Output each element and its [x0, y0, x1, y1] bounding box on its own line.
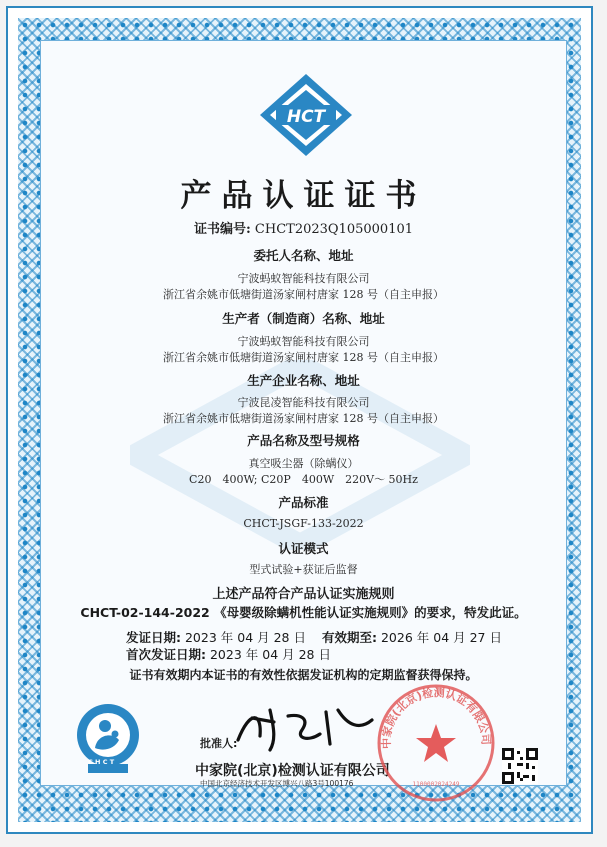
cert-number-value: CHCT2023Q105000101 [254, 222, 414, 237]
statement-line2: CHCT-02-144-2022 《母婴级除螨机性能认证实施规则》的要求，特发此证。 [80, 605, 527, 620]
manufacturer-name: 宁波蚂蚁智能科技有限公司 [237, 335, 370, 348]
first-issue-date [126, 645, 331, 663]
badge-text: C H C T [88, 758, 115, 766]
product-name: 真空吸尘器（除螨仪） [248, 457, 359, 470]
qr-code-icon [502, 748, 538, 784]
validity-note: 证书有效期内本证书的有效性依据发证机构的定期监督获得保持。 [129, 668, 478, 682]
approval-label: 批准人: [200, 737, 238, 750]
first-issue-value: 2023 年 04 月 28 日 [209, 647, 331, 662]
logo-text: HCT [286, 107, 326, 127]
client-name: 宁波蚂蚁智能科技有限公司 [237, 272, 370, 285]
mode-heading: 认证模式 [278, 541, 329, 556]
client-address: 浙江省余姚市低塘街道汤家闸村唐家 128 号（自主申报） [163, 288, 444, 301]
certificate-title: 产品认证证书 [180, 178, 427, 214]
valid-date-value: 2026 年 04 月 27 日 [380, 630, 502, 645]
standard-value: CHCT-JSGF-133-2022 [243, 517, 364, 530]
standard-heading: 产品标准 [278, 495, 329, 510]
first-issue-label: 首次发证日期: [126, 647, 206, 662]
handwritten-signature-icon [230, 700, 380, 755]
product-heading: 产品名称及型号规格 [247, 433, 360, 448]
valid-date-label: 有效期至: [322, 630, 377, 645]
mode-value: 型式试验+获证后监督 [249, 563, 358, 576]
manufacturer-heading: 生产者（制造商）名称、地址 [222, 311, 385, 326]
factory-address: 浙江省余姚市低塘街道汤家闸村唐家 128 号（自主申报） [163, 412, 444, 425]
issue-date-value: 2023 年 04 月 28 日 [184, 630, 306, 645]
hct-diamond-logo-icon [258, 72, 354, 158]
client-heading: 委托人名称、地址 [253, 248, 354, 263]
issue-date-label: 发证日期: [126, 630, 181, 645]
cert-number-label: 证书编号: [193, 222, 251, 237]
organization-name: 中家院(北京)检测认证有限公司 [195, 763, 390, 779]
factory-heading: 生产企业名称、地址 [247, 373, 360, 388]
certificate-number [0, 218, 607, 237]
seal-text: 中家院(北京)检测认证有限公司 [379, 686, 493, 749]
seal-number: 1100002024249 [412, 781, 460, 788]
valid-date [322, 628, 502, 646]
issue-date [126, 628, 306, 646]
manufacturer-address: 浙江省余姚市低塘街道汤家闸村唐家 128 号（自主申报） [163, 351, 444, 364]
factory-name: 宁波昆凌智能科技有限公司 [237, 396, 370, 409]
red-star-seal-icon [375, 682, 497, 804]
organization-address: 中国北京经济技术开发区博兴八路3号100176 [200, 779, 354, 788]
statement-line1: 上述产品符合产品认证实施规则 [212, 587, 395, 602]
product-spec: C20 400W; C20P 400W 220V～ 50Hz [189, 473, 418, 486]
